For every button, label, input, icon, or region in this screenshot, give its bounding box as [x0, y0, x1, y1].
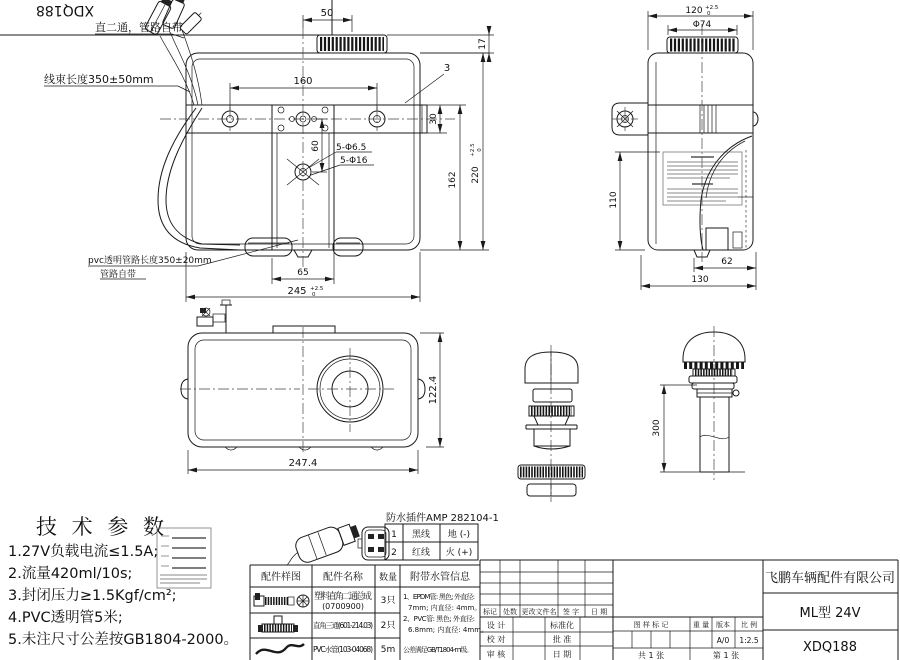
svg-text:公差满足GB/T1804-m级。: 公差满足GB/T1804-m级。	[403, 646, 473, 654]
tech-item-4: 4.PVC透明管5米;	[8, 610, 123, 626]
cap-circle-top	[308, 348, 394, 432]
svg-text:(0700900): (0700900)	[322, 602, 364, 611]
svg-text:122.4: 122.4	[428, 375, 439, 405]
svg-text:更改文件名: 更改文件名	[521, 608, 557, 616]
plug-face-icon	[358, 527, 389, 560]
svg-text:管路自带: 管路自带	[100, 270, 137, 280]
dim-2474	[188, 450, 418, 474]
plug-3d-icon	[280, 518, 362, 569]
plug-title: 防水插件AMP 282104-1	[386, 513, 499, 524]
svg-text:6.8mm; 内直径: 4mm。: 6.8mm; 内直径: 4mm。	[408, 626, 489, 634]
svg-text:5m: 5m	[380, 645, 396, 655]
svg-text:第 1 张: 第 1 张	[712, 651, 740, 660]
filler-cap-side	[667, 37, 738, 53]
warning-label	[663, 152, 742, 205]
svg-text:7mm; 内直径: 4mm。: 7mm; 内直径: 4mm。	[408, 604, 482, 612]
svg-text:247.4: 247.4	[288, 458, 318, 469]
dim-50	[303, 8, 352, 32]
svg-text:60: 60	[311, 140, 321, 152]
svg-text:17: 17	[478, 38, 488, 50]
svg-text:50: 50	[320, 8, 334, 19]
dim-300	[652, 385, 745, 472]
svg-text:日 期: 日 期	[552, 650, 572, 659]
model-label: ML型 24V	[799, 606, 861, 621]
svg-text:重 量: 重 量	[692, 621, 710, 629]
svg-text:+2.5: +2.5	[310, 286, 324, 292]
callout-pvc	[88, 240, 298, 280]
svg-text:PVC水管(103-04068): PVC水管(103-04068)	[313, 645, 373, 654]
svg-text:+2.5: +2.5	[470, 143, 476, 157]
corner-code: XDQ188	[35, 2, 95, 18]
svg-text:30: 30	[429, 113, 439, 125]
filler-neck	[652, 326, 745, 480]
dim-220	[420, 53, 489, 250]
harness-connectors-icon	[144, 0, 204, 105]
svg-text:0: 0	[477, 148, 483, 152]
svg-text:图 样 标 记: 图 样 标 记	[633, 621, 669, 629]
company-name: 飞鹏车辆配件有限公司	[764, 571, 896, 586]
svg-text:批 准: 批 准	[552, 635, 572, 644]
part-row-elbow	[254, 590, 395, 611]
col-sample: 配件样图	[261, 572, 301, 583]
svg-text:设 计: 设 计	[486, 621, 506, 630]
svg-text:120: 120	[685, 6, 703, 16]
side-view	[609, 5, 758, 290]
svg-text:塑料直角二通总成: 塑料直角二通总成	[314, 592, 372, 602]
svg-text:5-Φ16: 5-Φ16	[340, 156, 368, 166]
svg-text:130: 130	[691, 275, 709, 285]
tank-feet	[245, 238, 363, 256]
svg-text:pvc透明管路长度350±20mm: pvc透明管路长度350±20mm	[88, 256, 212, 266]
parts-table	[250, 565, 488, 660]
col-name: 配件名称	[323, 572, 363, 583]
svg-text:1: 1	[391, 530, 397, 540]
svg-text:2、PVC管: 黑色; 外直径:: 2、PVC管: 黑色; 外直径:	[403, 615, 475, 623]
internal-structure	[694, 136, 753, 257]
dim-130	[641, 255, 756, 290]
revision-block	[480, 560, 613, 617]
dim-60	[311, 119, 327, 172]
grommet-parts	[518, 345, 585, 502]
top-view	[180, 300, 444, 474]
svg-text:火 (+): 火 (+)	[445, 548, 473, 558]
dim-17	[387, 26, 494, 62]
svg-text:2: 2	[391, 548, 397, 558]
right-ear-top	[418, 379, 425, 399]
svg-text:标记: 标记	[483, 608, 497, 616]
svg-text:0: 0	[312, 292, 316, 298]
connector-info	[280, 511, 499, 570]
svg-text:2只: 2只	[380, 621, 396, 631]
mount-ear	[612, 103, 648, 135]
svg-text:共 1 张: 共 1 张	[637, 651, 665, 660]
svg-text:处数: 处数	[503, 608, 517, 616]
svg-text:标准化: 标准化	[550, 621, 574, 630]
col-qty: 数量	[378, 573, 398, 583]
part-row-hose	[256, 644, 395, 655]
title-block	[480, 560, 898, 660]
svg-text:3: 3	[443, 63, 451, 74]
front-view	[44, 0, 494, 302]
svg-text:162: 162	[448, 171, 458, 189]
svg-text:审 核: 审 核	[486, 650, 506, 659]
wire-table	[385, 524, 478, 560]
svg-text:220: 220	[471, 166, 481, 184]
tank-outline-side	[648, 53, 753, 250]
dim-1224	[420, 333, 444, 447]
svg-text:直二通，管路自带: 直二通，管路自带	[95, 21, 183, 34]
tech-item-5: 5.未注尺寸公差按GB1804-2000。	[8, 632, 239, 648]
top-fittings-icon	[197, 300, 335, 333]
svg-text:245: 245	[287, 286, 307, 297]
svg-text:比 例: 比 例	[740, 621, 758, 629]
filler-cap-front	[317, 35, 387, 53]
svg-text:A/0: A/0	[716, 636, 730, 645]
pvc-hose	[158, 108, 240, 250]
mounting-band-front	[160, 105, 455, 133]
dim-62	[694, 252, 756, 272]
dim-cap-dia	[668, 20, 737, 35]
signature-block	[480, 617, 613, 660]
stamp-block	[613, 617, 763, 660]
svg-text:1:2.5: 1:2.5	[739, 636, 759, 645]
svg-text:红线: 红线	[411, 548, 431, 558]
svg-text:62: 62	[721, 257, 733, 267]
pipe-info	[403, 592, 488, 654]
svg-text:签 字: 签 字	[562, 608, 580, 616]
ref-3	[405, 63, 450, 103]
drawing-number: XDQ188	[803, 640, 857, 655]
svg-text:110: 110	[609, 191, 619, 209]
svg-text:300: 300	[652, 419, 662, 437]
svg-text:直角三通(601-214.03): 直角三通(601-214.03)	[313, 621, 373, 630]
svg-text:+2.5: +2.5	[705, 5, 719, 11]
svg-text:日 期: 日 期	[590, 608, 608, 616]
svg-text:3只: 3只	[380, 596, 396, 606]
svg-text:线束长度350±50mm: 线束长度350±50mm	[44, 73, 154, 86]
svg-text:黑线: 黑线	[411, 530, 431, 540]
svg-text:校 对: 校 对	[486, 635, 506, 644]
col-info: 附带水管信息	[410, 572, 470, 583]
svg-text:65: 65	[297, 268, 309, 278]
svg-text:Φ74: Φ74	[692, 20, 712, 30]
tech-item-1: 1.27V负载电流≤1.5A;	[8, 544, 159, 560]
svg-text:版本: 版本	[716, 621, 730, 629]
svg-text:1、EPDM管: 黑色; 外直径:: 1、EPDM管: 黑色; 外直径:	[403, 593, 475, 601]
tech-item-3: 3.封闭压力≥1.5Kgf/cm²;	[8, 588, 177, 604]
company-block	[763, 571, 898, 655]
svg-text:160: 160	[293, 76, 313, 87]
svg-text:地 (-): 地 (-)	[447, 530, 471, 540]
svg-text:0: 0	[707, 11, 711, 17]
tech-params	[8, 515, 238, 648]
tech-title: 技 术 参 数	[36, 515, 169, 539]
svg-text:5-Φ6.5: 5-Φ6.5	[336, 143, 367, 153]
dim-110	[609, 152, 660, 250]
tech-item-2: 2.流量420ml/10s;	[8, 566, 133, 582]
callout-harness	[44, 72, 190, 92]
